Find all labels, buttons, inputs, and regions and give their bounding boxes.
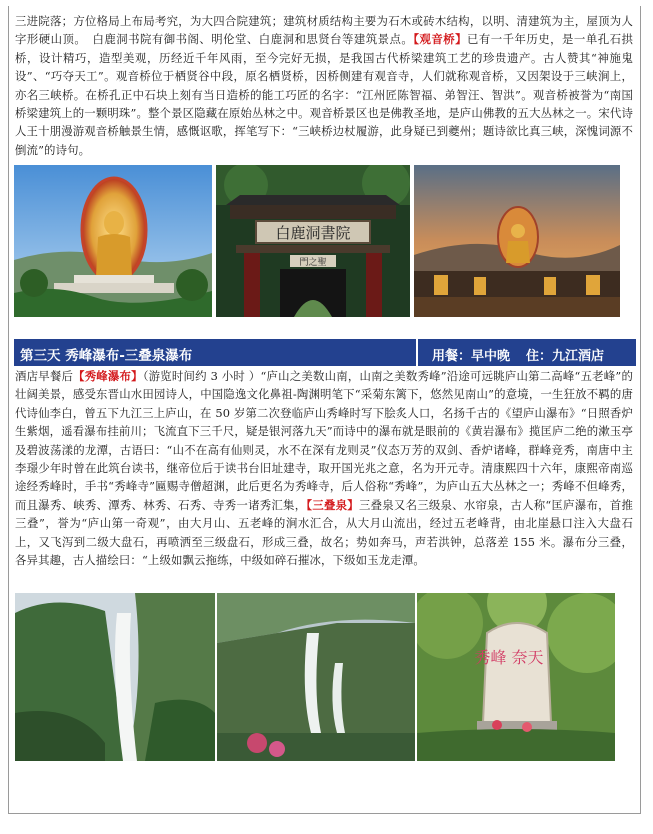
stone-inscription-text — [474, 648, 543, 667]
guanyin-bridge-text: 已有一千年历史，是一单孔石拱桥，设计精巧，造型美观，历经近千年风雨，至今完好无损，是我国古代桥梁建筑工艺的珍贵遗产。古人赞其“神施鬼设”、“巧夺天工”。观音桥位于栖贤谷中段，原名栖贤桥，因桥侧建有观音寺，人们就称观音桥，又因架设于三峡涧上，亦名三峡桥。在桥孔正中石块上刻有当日造桥的能工巧匠的名字：“江州匠陈智福、弟智汪、智洪”。观音桥被誉为“南国桥梁建筑上的一颗明珠”。整个景区隐藏在原始丛林之中。观音桥景区也是佛教圣地，是庐山佛教的五大丛林之一。宋代诗人王十朋漫游观音桥触景生情，感慨讴歌，挥笔写下：“三峡桥边杖履游，此身疑已到夔州；题诗欲比真三峡，深愧词源不倒流”的诗句。 — [15, 32, 633, 157]
breakfast-lead: 酒店早餐后 — [15, 369, 74, 383]
intro-paragraph — [15, 12, 633, 159]
photo-buddha-sunset — [414, 165, 620, 317]
xiufeng-highlight: 【秀峰瀑布】 — [73, 369, 143, 383]
stone-inscription-line1: 秀峰 奈天 — [474, 648, 544, 667]
sandie-text: 三叠泉又名三级泉、水帘泉，古人称“匡庐瀑布，首推三叠”，誉为“庐山第一奇观”，由大月山、五老峰的涧水汇合，从大月山流出，经过五老峰背，由北崖悬口注入大盘石上，又飞泻到二级大盘石，再喷洒至三级盘石，形成三叠，故名；势如奔马，声若洪钟，总落差 155 米。瀑布分三叠，各异其趣，古人描绘曰：“上级如飘云拖练，中级如碎石摧冰，下级如玉龙走潭。 — [15, 497, 633, 568]
header-divider — [416, 339, 418, 366]
day3-paragraph — [15, 367, 633, 569]
gate-plaque-text: 白鹿洞書院 — [275, 224, 351, 242]
gate-lintel-text: 門之聖 — [299, 258, 327, 268]
bailudong-text: 三进院落；方位格局上布局考究，为大四合院建筑；建筑材质结构主要为石木或砖木结构，以明、清建筑为主，屋顶为人字形硬山顶。 白鹿洞书院有御书阁、明伦堂、白鹿洞和思贤台等建筑景点。 — [15, 14, 633, 47]
sandie-highlight: 【三叠泉】 — [306, 497, 359, 512]
day3-header — [14, 339, 636, 366]
photo-waterfall-1 — [15, 593, 215, 761]
photo-xiufeng-stone — [417, 593, 615, 761]
day3-meals: 用餐：早中晚 — [432, 349, 511, 364]
day3-lodging: 住：九江酒店 — [526, 349, 605, 364]
xiufeng-text: （游览时间约 3 小时 ）“庐山之美数山南，山南之美数秀峰”沿途可远眺庐山第二高峰“五老峰”的壮阔美景，感受东晋山水田园诗人，中国隐逸文化鼻祖-陶渊明笔下“采菊东篱下，悠然见南山”的意境，一生狂放不羁的唐代诗仙李白，曾五下九江三上庐山，在 50 岁第二次登临庐山秀峰时写下脍炙人口，名扬千古的《望庐山瀑布》“日照香炉生紫烟，遥看瀑布挂前川；飞流直下三千尺，疑是银河落九天”而诗中的瀑布就是眼前的《黄岩瀑布》揽匡庐二绝的漱玉亭及碧波荡漾的龙潭，古语曰：“山不在高有仙则灵，水不在深有龙则灵”仪态万芳的双剑、香炉诸峰，群峰竞秀，南唐中主李璟少年时曾在此筑台读书，继帝位后于读书台旧址建寺，取开国光兆之意，名为开元寺。清康熙四十六年，康熙帝南巡途经秀峰时，手书“秀峰寺”匾赐寺僧超渊，此后更名为秀峰寺，后人俗称“秀峰”，为庐山五大丛林之一；秀峰不但峰秀，而且瀑秀、峡秀、潭秀、林秀、石秀、寺秀一诸秀汇集， — [15, 369, 633, 512]
photo-bailudong-gate — [216, 165, 410, 317]
photo-waterfall-2 — [217, 593, 415, 761]
day3-title: 第三天 秀峰瀑布-三叠泉瀑布 — [20, 348, 193, 364]
photo-golden-buddha — [14, 165, 212, 317]
guanyin-bridge-highlight: 【观音桥】 — [413, 32, 467, 47]
